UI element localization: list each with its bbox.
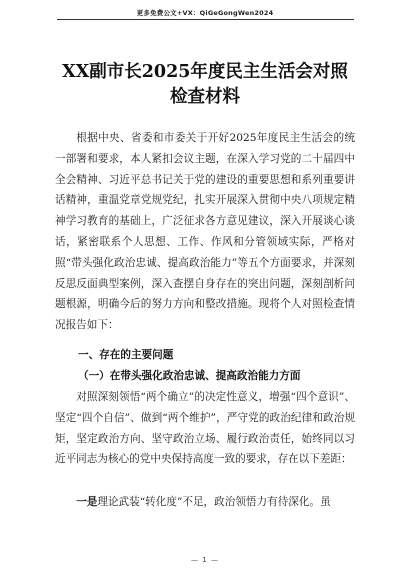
subsection-heading: （一）在带头强化政治忠诚、提高政治能力方面 xyxy=(78,370,301,382)
subsection-paragraph: 对照深刻领悟“两个确立”的决定性意义，增强“四个意识”、坚定“四个自信”、做到“两个维护”，严守党的政治纪律和政治规矩，坚定政治方向、坚守政治立场、履行政治责任，始终同以习近平同志为核心的党中央保持高度一致的要求，存在以下差距： xyxy=(55,391,355,466)
point-lead: 一是 xyxy=(76,496,98,508)
section-heading: 一、存在的主要问题 xyxy=(78,349,174,361)
page-number: — 1 — xyxy=(191,556,219,564)
intro-paragraph: 根据中央、省委和市委关于开好2025年度民主生活会的统一部署和要求，本人紧扣会议主题，在深入学习党的二十届四中全会精神、习近平总书记关于党的建设的重要思想和系列重要讲话精神，重温党章党规党纪，扎实开展深入贯彻中央八项规定精神学习教育的基础上，广泛征求各方意见建议，深入开展谈心谈话，紧密联系个人思想、工作、作风和分管领域实际，严格对照“带头强化政治忠诚、提高政治能力”等五个方面要求，并深刻反思反面典型案例，深入查摆自身存在的突出问题，深刻剖析问题根源，明确今后的努力方向和整改措施。现将个人对照检查情况报告如下： xyxy=(55,132,355,332)
header-divider xyxy=(57,19,354,20)
point-paragraph xyxy=(55,492,355,513)
document-title: XX副市长2025年度民主生活会对照检查材料 xyxy=(62,62,348,107)
header-note: 更多免费公文+VX：QiGeGongWen2024 xyxy=(136,9,274,17)
point-text: 理论武装“转化度”不足，政治领悟力有待深化。虽 xyxy=(97,496,331,508)
